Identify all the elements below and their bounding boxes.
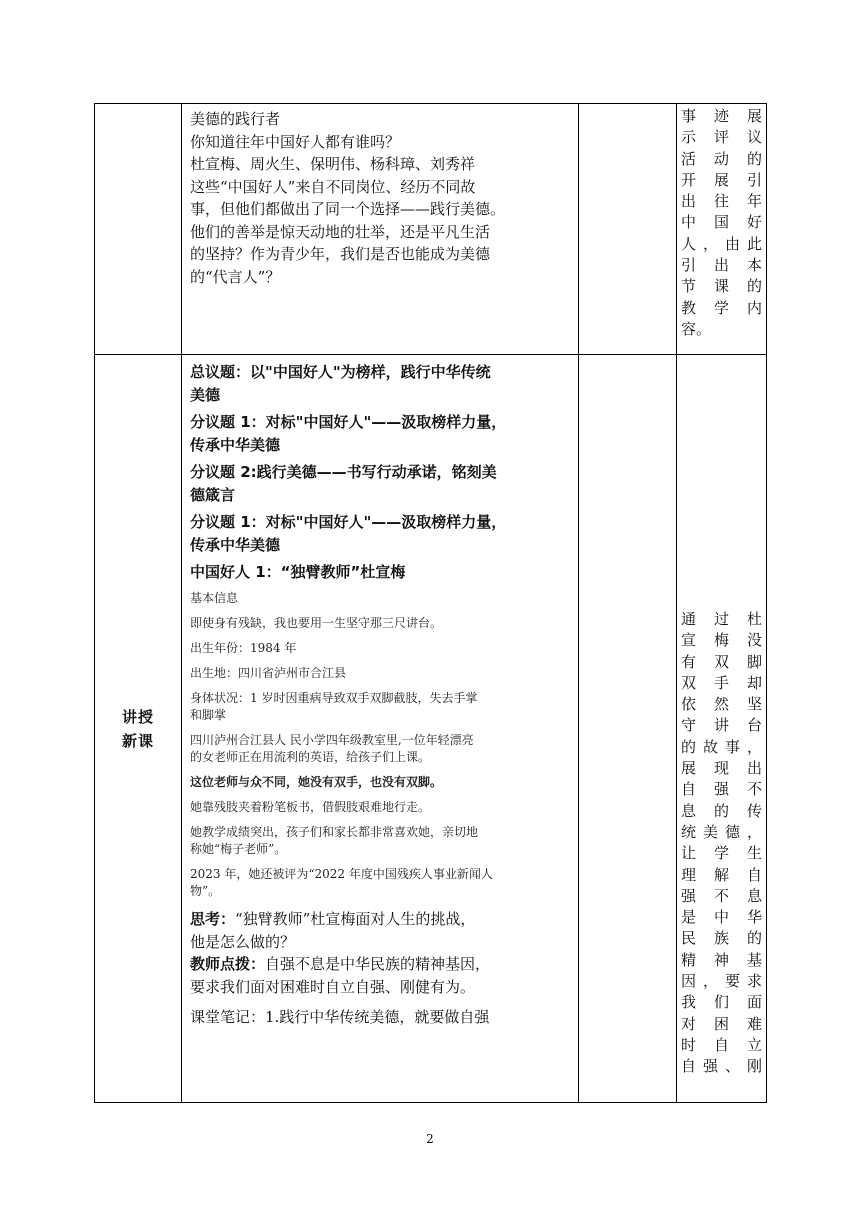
story-text: 的女老师正在用流利的英语，给孩子们上课。 — [190, 750, 431, 764]
intent-line: 有 双 脚 — [681, 652, 762, 671]
think-label: 思考： — [190, 910, 236, 928]
intent-line: 出 往 年 — [681, 192, 762, 211]
intent-line: 通 过 杜 — [681, 610, 762, 628]
intent-line: 活 动 的 — [681, 149, 762, 168]
intent-line: 事 迹 展 — [681, 107, 762, 125]
intent-line: 展 现 出 — [681, 759, 762, 778]
intent-line: 节 课 的 — [681, 277, 762, 296]
sub-topic: 分议题 1：对标"中国好人"——汲取榜样力量， — [190, 413, 507, 431]
stage-cell-empty — [95, 104, 182, 355]
stage-label: 新课 — [121, 731, 154, 750]
think-question — [190, 908, 570, 931]
lesson-plan-table — [94, 103, 767, 1103]
award-text: 物”。 — [190, 884, 221, 898]
intent-line: 理 解 自 — [681, 865, 762, 884]
guide-label: 教师点拨： — [190, 955, 266, 973]
intro-line: 你知道往年中国好人都有谁吗？ — [190, 132, 401, 151]
guide-text: 自强不息是中华民族的精神基因， — [265, 955, 491, 973]
intent-line: 精 神 基 — [681, 950, 762, 969]
stage-label-cell — [95, 355, 182, 1103]
info-quote: 即使身有残缺，我也要用一生坚守那三尺讲台。 — [190, 616, 443, 630]
intro-line: 他们的善举是惊天动地的壮举，还是平凡生活 — [190, 222, 491, 241]
intent-line: 人，由此 — [681, 234, 762, 253]
main-topic: 总议题：以"中国好人"为榜样，践行中华传统 — [190, 363, 491, 381]
intent-line: 示 评 议 — [681, 128, 762, 147]
intent-line: 引 出 本 — [681, 256, 762, 275]
sub-topic: 传承中华美德 — [190, 436, 281, 454]
stage-label: 讲授 — [121, 707, 154, 726]
student-activity-cell — [579, 355, 677, 1103]
sub-topic: 分议题 1：对标"中国好人"——汲取榜样力量， — [190, 513, 507, 531]
intent-line: 中 国 好 — [681, 213, 762, 232]
intent-line: 时 自 立 — [681, 1035, 762, 1054]
sub-topic: 德箴言 — [190, 486, 236, 504]
intent-line: 统美德， — [681, 822, 762, 841]
intro-line: 这些“中国好人”来自不同岗位、经历不同故 — [190, 177, 476, 196]
page-number: 2 — [426, 1132, 434, 1146]
intent-line: 让 学 生 — [681, 844, 762, 863]
role-model-title: 中国好人 1：“独臂教师”杜宣梅 — [190, 563, 406, 581]
main-topic: 美德 — [190, 386, 221, 404]
design-intent-cell — [677, 355, 767, 1103]
intent-line: 容。 — [681, 319, 712, 338]
intent-line: 守 讲 台 — [681, 716, 762, 735]
intent-line: 开 展 引 — [681, 170, 762, 189]
intent-line: 自 强 不 — [681, 780, 762, 799]
intent-line: 因，要求 — [681, 972, 762, 991]
intro-line: 的“代言人”？ — [190, 267, 281, 286]
intent-line: 强 不 息 — [681, 886, 762, 905]
sub-topic: 传承中华美德 — [190, 536, 281, 554]
sub-topic: 分议题 2:践行美德——书写行动承诺，铭刻美 — [190, 463, 497, 481]
info-condition: 身体状况：1 岁时因重病导致双手双脚截肢，失去手掌 — [190, 691, 478, 705]
table-row — [95, 355, 767, 1103]
intro-line: 事，但他们都做出了同一个选择——践行美德。 — [190, 200, 506, 218]
intent-line: 的故事， — [681, 737, 762, 756]
intro-line: 美德的践行者 — [190, 110, 281, 128]
table-row — [95, 104, 767, 355]
intent-line: 我 们 面 — [681, 993, 762, 1012]
intent-line: 双 手 却 — [681, 673, 762, 692]
teacher-guide — [190, 953, 570, 976]
intent-line: 宣 梅 没 — [681, 631, 762, 650]
think-question: 他是怎么做的？ — [190, 932, 296, 951]
student-activity-cell — [579, 104, 677, 355]
intent-line: 自强、刚 — [681, 1057, 762, 1076]
story-text: 四川泸州合江县人 民小学四年级教室里,一位年轻漂亮 — [190, 733, 474, 747]
class-notes: 课堂笔记：1.践行中华传统美德，就要做自强 — [190, 1008, 490, 1026]
intent-line: 对 困 难 — [681, 1014, 762, 1033]
intent-line: 依 然 坚 — [681, 695, 762, 714]
info-heading: 基本信息 — [190, 591, 239, 605]
info-birthplace: 出生地：四川省泸州市合江县 — [190, 666, 347, 680]
think-text: “独臂教师”杜宣梅面对人生的挑战， — [235, 910, 476, 928]
design-intent-cell — [677, 104, 767, 355]
info-condition: 和脚掌 — [190, 708, 227, 722]
story-text: 她靠残肢夹着粉笔板书，借假肢艰难地行走。 — [190, 800, 431, 814]
award-text: 2023 年，她还被评为“2022 年度中国残疾人事业新闻人 — [190, 867, 493, 881]
activity-cell — [182, 355, 579, 1103]
intro-line: 杜宣梅、周火生、保明伟、杨科璋、刘秀祥 — [190, 155, 476, 173]
activity-cell — [182, 104, 579, 355]
teacher-guide: 要求我们面对困难时自立自强、刚健有为。 — [190, 977, 476, 996]
intent-line: 是 中 华 — [681, 908, 762, 927]
intent-line: 教 学 内 — [681, 298, 762, 317]
story-text: 她教学成绩突出，孩子们和家长都非常喜欢她，亲切地 — [190, 825, 479, 839]
story-highlight: 这位老师与众不同，她没有双手，也没有双脚。 — [190, 775, 443, 789]
info-birth-year: 出生年份：1984 年 — [190, 641, 297, 655]
intent-line: 息 的 传 — [681, 801, 762, 820]
story-text: 称她“梅子老师”。 — [190, 842, 287, 856]
intro-line: 的坚持？作为青少年，我们是否也能成为美德 — [190, 245, 491, 263]
intent-line: 民 族 的 — [681, 929, 762, 948]
